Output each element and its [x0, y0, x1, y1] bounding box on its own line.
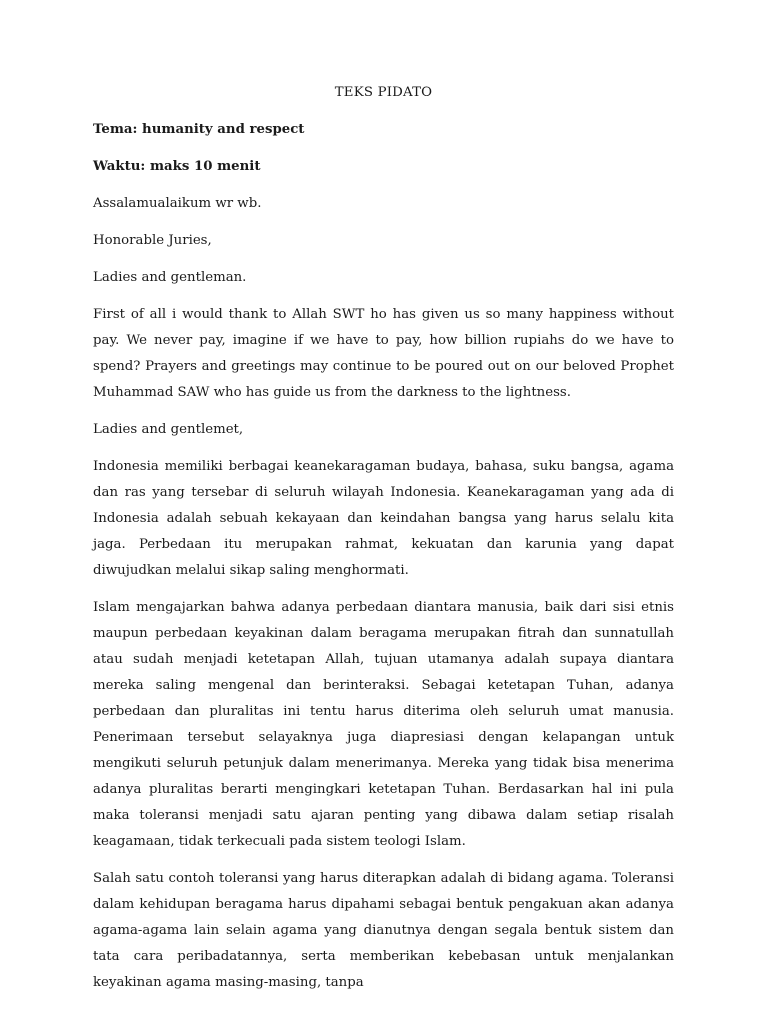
paragraph-opening: First of all i would thank to Allah SWT ho has given us so many happiness without pay. We never pay, imagine if we have to pay, how billion rupiahs do we have to spend? Prayers and greetings may continue to be poured out on our beloved Prophet Muhammad SAW who has guide us from the darkness to the lightness. [93, 307, 674, 400]
address-juries-line: Honorable Juries, [93, 233, 212, 248]
greeting-line: Assalamualaikum wr wb. [93, 196, 262, 211]
document-page [93, 80, 674, 996]
paragraph-religious-tolerance: Salah satu contoh toleransi yang harus diterapkan adalah di bidang agama. Toleransi dalam kehidupan beragama harus dipahami sebagai bentuk pengakuan akan adanya agama-agama lain selain agama yang dianutnya dengan segala bentuk sistem dan tata cara peribadatannya, serta memberikan kebebasan untuk menjalankan keyakinan agama masing-masing, tanpa [93, 871, 674, 990]
time-line: Waktu: maks 10 menit [93, 159, 261, 174]
paragraph-islam-teaching: Islam mengajarkan bahwa adanya perbedaan diantara manusia, baik dari sisi etnis maupun perbedaan keyakinan dalam beragama merupakan fitrah dan sunnatullah atau sudah menjadi ketetapan Allah, tujuan utamanya adalah supaya diantara mereka saling mengenal dan berinteraksi. Sebagai ketetapan Tuhan, adanya perbedaan dan pluralitas ini tentu harus diterima oleh seluruh umat manusia. Penerimaan tersebut selayaknya juga diapresiasi dengan kelapangan untuk mengikuti seluruh petunjuk dalam menerimanya. Mereka yang tidak bisa menerima adanya pluralitas berarti mengingkari ketetapan Tuhan. Berdasarkan hal ini pula maka toleransi menjadi satu ajaran penting yang dibawa dalam setiap risalah keagamaan, tidak terkecuali pada sistem teologi Islam. [93, 600, 674, 849]
address-ladies-line-2: Ladies and gentlemet, [93, 422, 244, 437]
paragraph-indonesia-diversity: Indonesia memiliki berbagai keanekaragaman budaya, bahasa, suku bangsa, agama dan ras yang tersebar di seluruh wilayah Indonesia. Keanekaragaman yang ada di Indonesia adalah sebuah kekayaan dan keindahan bangsa yang harus selalu kita jaga. Perbedaan itu merupakan rahmat, kekuatan dan karunia yang dapat diwujudkan melalui sikap saling menghormati. [93, 459, 674, 578]
address-ladies-line: Ladies and gentleman. [93, 270, 247, 285]
document-title: TEKS PIDATO [334, 85, 433, 100]
theme-line: Tema: humanity and respect [93, 122, 305, 137]
